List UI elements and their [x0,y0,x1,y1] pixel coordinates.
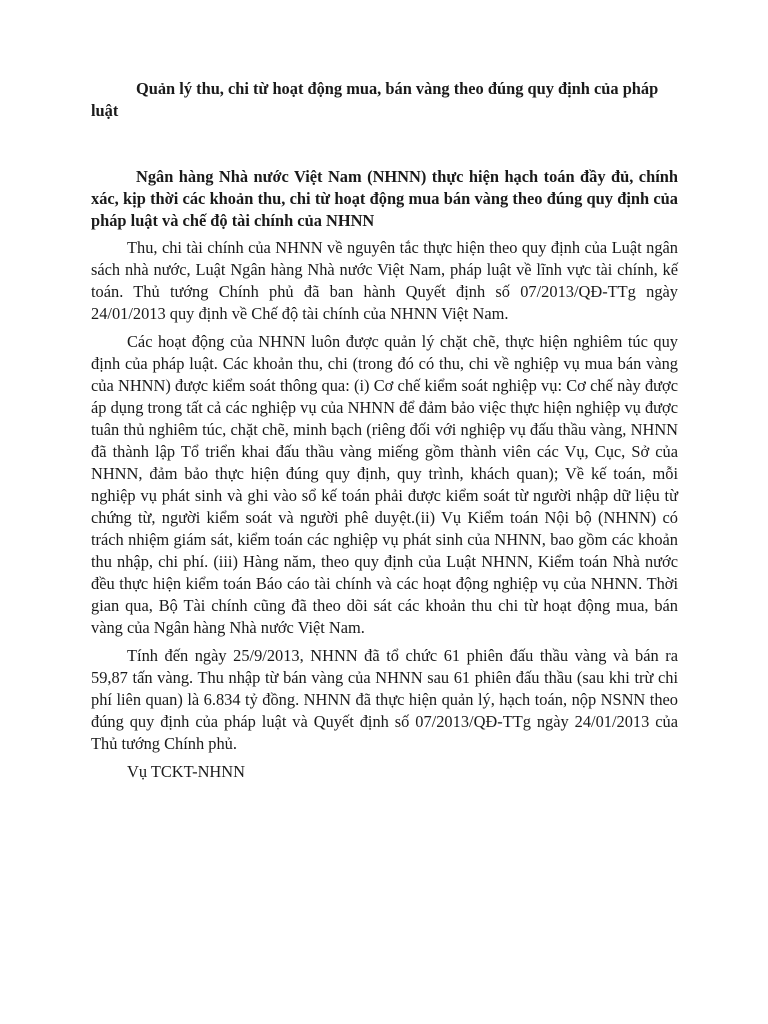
document-subtitle: Ngân hàng Nhà nước Việt Nam (NHNN) thực hiện hạch toán đầy đủ, chính xác, kịp thời các khoản thu, chi từ hoạt động mua bán vàng theo đúng quy định của pháp luật và chế độ tài chính của NHNN [91,167,678,230]
document-page [91,78,678,783]
paragraph-2: Các hoạt động của NHNN luôn được quản lý chặt chẽ, thực hiện nghiêm túc quy định của pháp luật. Các khoản thu, chi (trong đó có thu, chi về nghiệp vụ mua bán vàng của NHNN) được kiểm soát thông qua: (i) Cơ chế kiểm soát nghiệp vụ: Cơ chế này được áp dụng trong tất cả các nghiệp vụ của NHNN để đảm bảo việc thực hiện nghiệp vụ được tuân thủ nghiêm túc, chặt chẽ, minh bạch (riêng đối với nghiệp vụ đấu thầu vàng, NHNN đã thành lập Tổ triển khai đấu thầu vàng miếng gồm thành viên các Vụ, Cục, Sở của NHNN, đảm bảo thực hiện đúng quy định, quy trình, khách quan); Về kế toán, mỗi nghiệp vụ phát sinh và ghi vào sổ kế toán phải được kiểm soát từ người nhập dữ liệu từ chứng từ, người kiểm soát và người phê duyệt.(ii) Vụ Kiểm toán Nội bộ (NHNN) có trách nhiệm giám sát, kiểm toán các nghiệp vụ phát sinh của NHNN, bao gồm các khoản thu nhập, chi phí. (iii) Hàng năm, theo quy định của Luật NHNN, Kiểm toán Nhà nước đều thực hiện kiểm toán Báo cáo tài chính và các hoạt động nghiệp vụ của NHNN. Thời gian qua, Bộ Tài chính cũng đã theo dõi sát các khoản thu chi từ hoạt động mua, bán vàng của Ngân hàng Nhà nước Việt Nam. [91,332,678,637]
signature: Vụ TCKT-NHNN [127,762,245,781]
document-title: Quản lý thu, chi từ hoạt động mua, bán vàng theo đúng quy định của pháp luật [91,79,659,120]
paragraph-1: Thu, chi tài chính của NHNN về nguyên tắc thực hiện theo quy định của Luật ngân sách nhà nước, Luật Ngân hàng Nhà nước Việt Nam, pháp luật về lĩnh vực tài chính, kế toán. Thủ tướng Chính phủ đã ban hành Quyết định số 07/2013/QĐ-TTg ngày 24/01/2013 quy định về Chế độ tài chính của NHNN Việt Nam. [91,238,678,323]
paragraph-3: Tính đến ngày 25/9/2013, NHNN đã tổ chức 61 phiên đấu thầu vàng và bán ra 59,87 tấn vàng. Thu nhập từ bán vàng của NHNN sau 61 phiên đấu thầu (sau khi trừ chi phí liên quan) là 6.834 tỷ đồng. NHNN đã thực hiện quản lý, hạch toán, nộp NSNN theo đúng quy định của pháp luật và Quyết định số 07/2013/QĐ-TTg ngày 24/01/2013 của Thủ tướng Chính phủ. [91,646,678,753]
